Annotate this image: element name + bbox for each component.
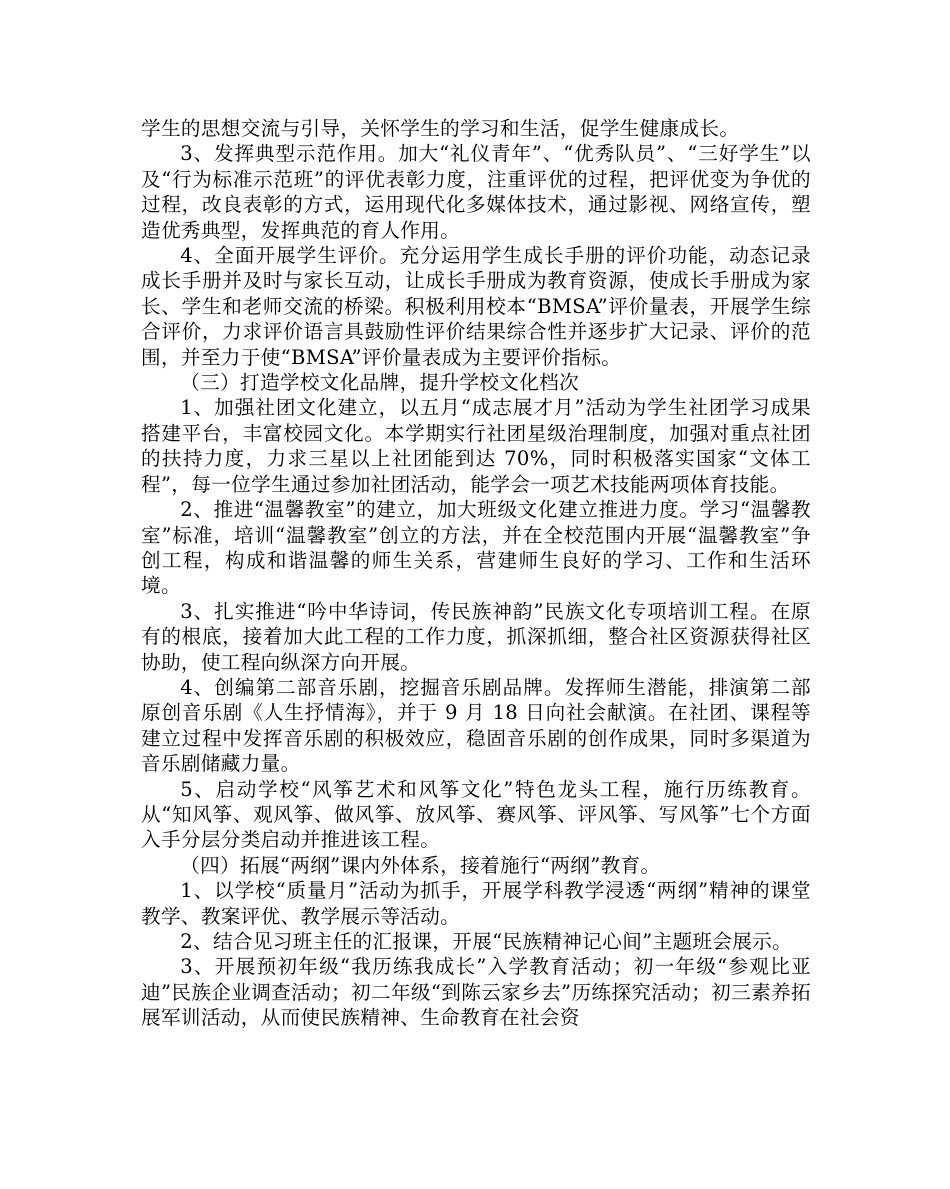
paragraph: 4、全面开展学生评价。充分运用学生成长手册的评价功能，动态记录成长手册并及时与家长互动，让成长手册成为教育资源，使成长手册成为家长、学生和老师交流的桥梁。积极利用校本“BMSA”评价量表，开展学生综合评价，力求评价语言具鼓励性评价结果综合性并逐步扩大记录、评价的范围，并至力于使“BMSA”评价量表成为主要评价指标。: [141, 244, 811, 369]
paragraph: 1、加强社团文化建立，以五月“成志展才月”活动为学生社团学习成果搭建平台，丰富校园文化。本学期实行社团星级治理制度，加强对重点社团的扶持力度，力求三星以上社团能到达 70%，同时积极落实国家“文体工程”，每一位学生通过参加社团活动，能学会一项艺术技能两项体育技能。: [141, 396, 811, 496]
paragraph: 2、推进“温馨教室”的建立，加大班级文化建立推进力度。学习“温馨教室”标准，培训“温馨教室”创立的方法，并在全校范围内开展“温馨教室”争创工程，构成和谐温馨的师生关系，营建师生良好的学习、工作和生活环境。: [141, 498, 811, 598]
section-heading: （三）打造学校文化品牌，提升学校文化档次: [180, 371, 580, 395]
paragraph: 3、发挥典型示范作用。加大“礼仪青年”、“优秀队员”、“三好学生”以及“行为标准示范班”的评优表彰力度，注重评优的过程，把评优变为争优的过程，改良表彰的方式，运用现代化多媒体技术，通过影视、网络宣传，塑造优秀典型，发挥典范的育人作用。: [141, 142, 811, 242]
paragraph: 1、以学校“质量月”活动为抓手，开展学科教学浸透“两纲”精神的课堂教学、教案评优、教学展示等活动。: [141, 879, 811, 928]
paragraph: 学生的思想交流与引导，关怀学生的学习和生活，促学生健康成长。: [141, 117, 740, 140]
paragraph: 2、结合见习班主任的汇报课，开展“民族精神记心间”主题班会展示。: [180, 930, 793, 953]
document-page: [141, 116, 811, 1031]
paragraph: 5、启动学校“风筝艺术和风筝文化”特色龙头工程，施行历练教育。从“知风筝、观风筝、做风筝、放风筝、赛风筝、评风筝、写风筝”七个方面入手分层分类启动并推进该工程。: [141, 777, 811, 852]
paragraph: 4、创编第二部音乐剧，挖掘音乐剧品牌。发挥师生潜能，排演第二部原创音乐剧《人生抒情海》，并于 9 月 18 日向社会献演。在社团、课程等建立过程中发挥音乐剧的积极效应，稳固音乐剧的创作成果，同时多渠道为音乐剧储藏力量。: [141, 675, 811, 776]
paragraph: 3、开展预初年级“我历练我成长”入学教育活动；初一年级“参观比亚迪”民族企业调查活动；初二年级“到陈云家乡去”历练探究活动；初三素养拓展军训活动，从而使民族精神、生命教育在社会资: [141, 955, 811, 1030]
paragraph: 3、扎实推进“吟中华诗词，传民族神韵”民族文化专项培训工程。在原有的根底，接着加大此工程的工作力度，抓深抓细，整合社区资源获得社区协助，使工程向纵深方向开展。: [141, 599, 811, 674]
section-heading: （四）拓展“两纲”课内外体系，接着施行“两纲”教育。: [180, 853, 661, 877]
